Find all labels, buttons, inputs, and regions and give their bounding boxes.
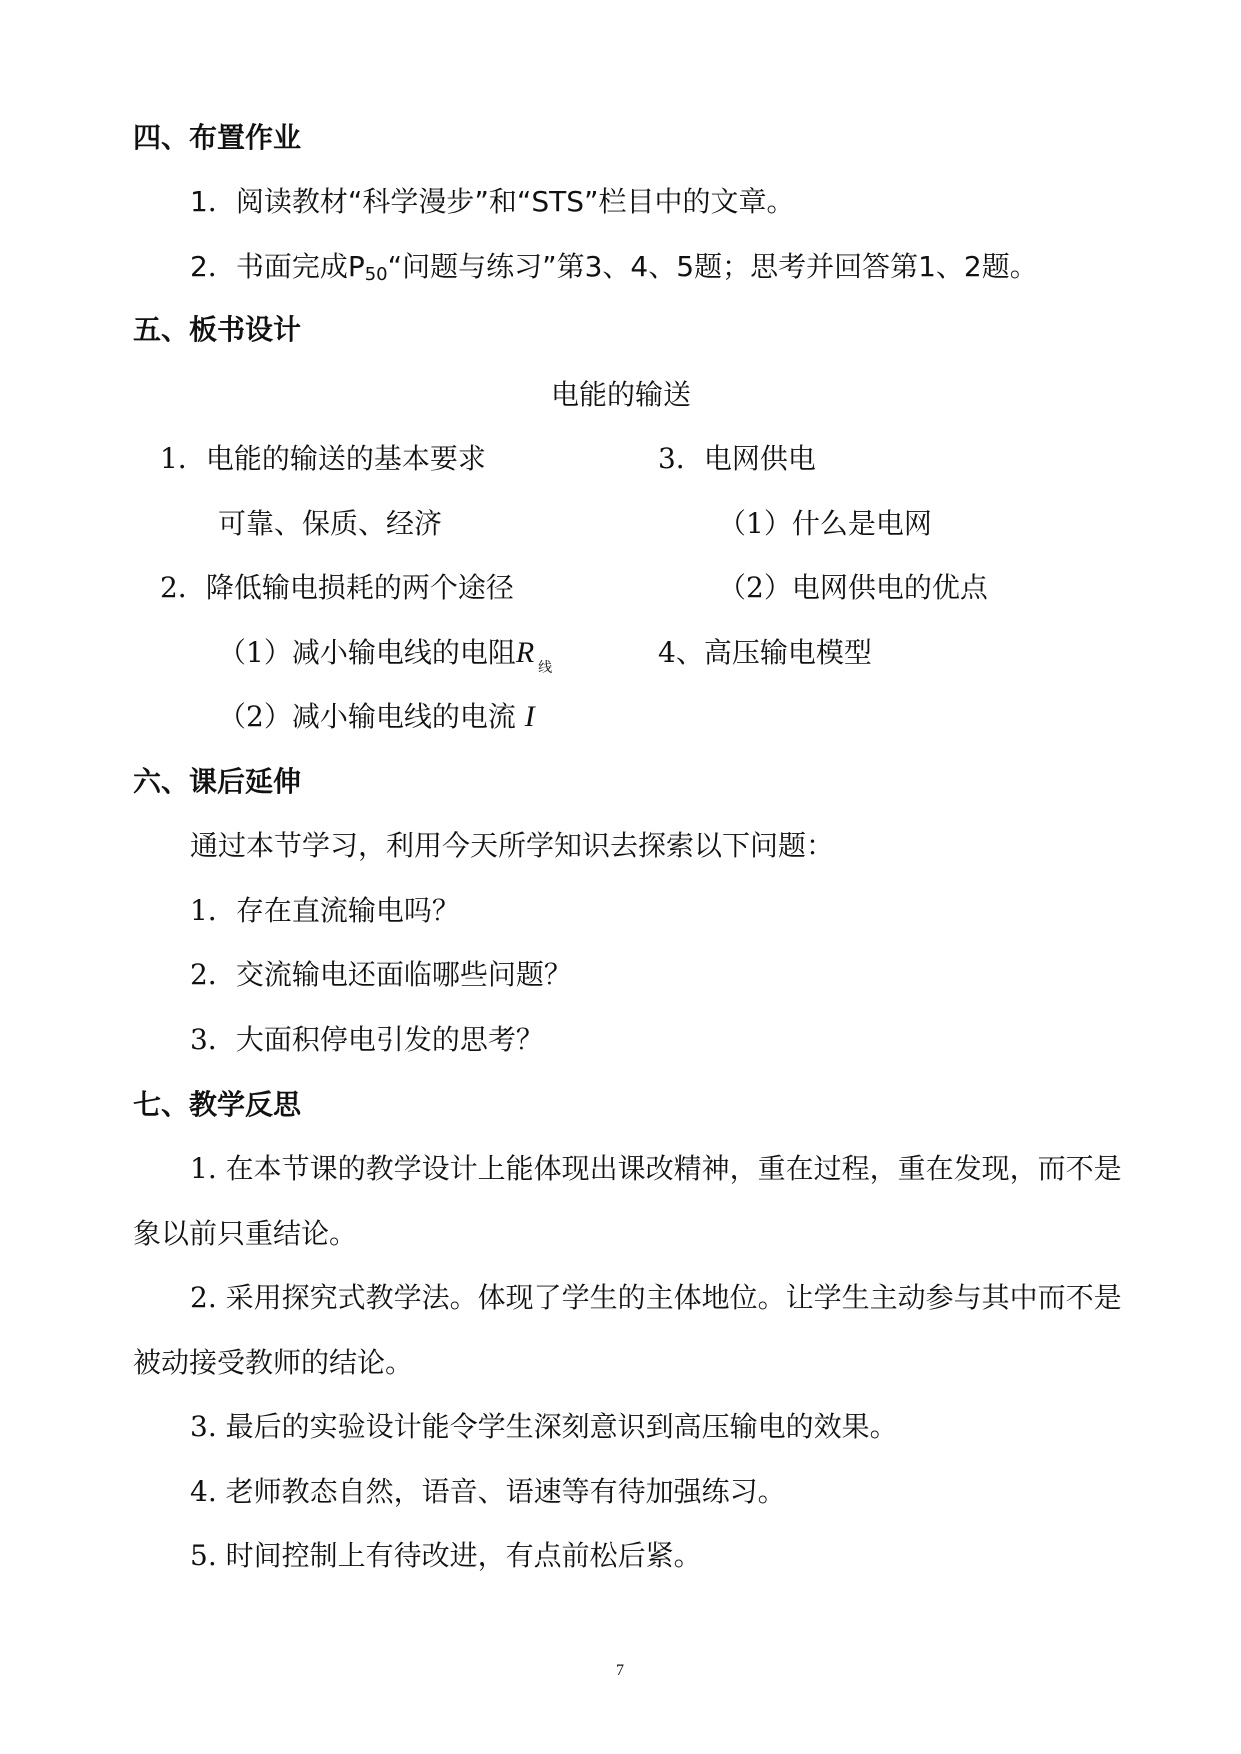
section-heading-homework: 四、布置作业: [133, 121, 302, 154]
homework-item-2: [190, 247, 1038, 295]
reflection-1-line-1: 1. 在本节课的教学设计上能体现出课改精神，重在过程，重在发现，而不是: [190, 1152, 1122, 1185]
reflection-3: 3. 最后的实验设计能令学生深刻意识到高压输电的效果。: [190, 1410, 898, 1443]
page-subscript: 50: [364, 264, 388, 285]
section-heading-board-design: 五、板书设计: [133, 313, 302, 346]
extension-question-2: 2．交流输电还面临哪些问题？: [190, 958, 572, 991]
board-right-line-3: （2）电网供电的优点: [718, 571, 988, 604]
board-title: 电能的输送: [551, 378, 692, 411]
board-left-line-1: 1．电能的输送的基本要求: [160, 442, 486, 475]
reflection-4: 4. 老师教态自然，语音、语速等有待加强练习。: [190, 1475, 786, 1508]
resistance-subscript: 线: [538, 660, 553, 676]
extension-question-3: 3．大面积停电引发的思考？: [190, 1023, 544, 1056]
page-number: 7: [616, 1662, 624, 1679]
homework-item-2-after: “问题与练习”第3、4、5题；思考并回答第1、2题。: [387, 250, 1038, 283]
board-right-line-1: 3．电网供电: [658, 442, 816, 475]
board-left-line-5: [218, 697, 535, 737]
section-heading-reflection: 七、教学反思: [133, 1088, 302, 1121]
homework-item-1: 1．阅读教材“科学漫步”和“STS”栏目中的文章。: [190, 185, 795, 218]
board-left-line-3: 2．降低输电损耗的两个途径: [160, 571, 514, 604]
board-left-line-4-text: （1）减小输电线的电阻: [218, 636, 516, 669]
board-left-line-2: 可靠、保质、经济: [218, 507, 443, 540]
reflection-5: 5. 时间控制上有待改进，有点前松后紧。: [190, 1539, 702, 1572]
reflection-2-line-1: 2. 采用探究式教学法。体现了学生的主体地位。让学生主动参与其中而不是: [190, 1281, 1122, 1314]
board-left-line-5-text: （2）减小输电线的电流: [218, 700, 525, 733]
resistance-variable: R: [515, 636, 535, 669]
board-right-line-2: （1）什么是电网: [718, 507, 932, 540]
section-heading-extension: 六、课后延伸: [133, 765, 302, 798]
reflection-1-line-2: 象以前只重结论。: [133, 1217, 358, 1250]
board-right-line-4: 4、高压输电模型: [658, 636, 872, 669]
extension-intro: 通过本节学习，利用今天所学知识去探索以下问题：: [190, 829, 835, 862]
homework-item-2-before: 2．书面完成P: [190, 250, 365, 283]
board-left-line-4: [218, 633, 552, 688]
current-variable: I: [524, 700, 535, 733]
reflection-2-line-2: 被动接受教师的结论。: [133, 1346, 414, 1379]
extension-question-1: 1．存在直流输电吗？: [190, 894, 460, 927]
